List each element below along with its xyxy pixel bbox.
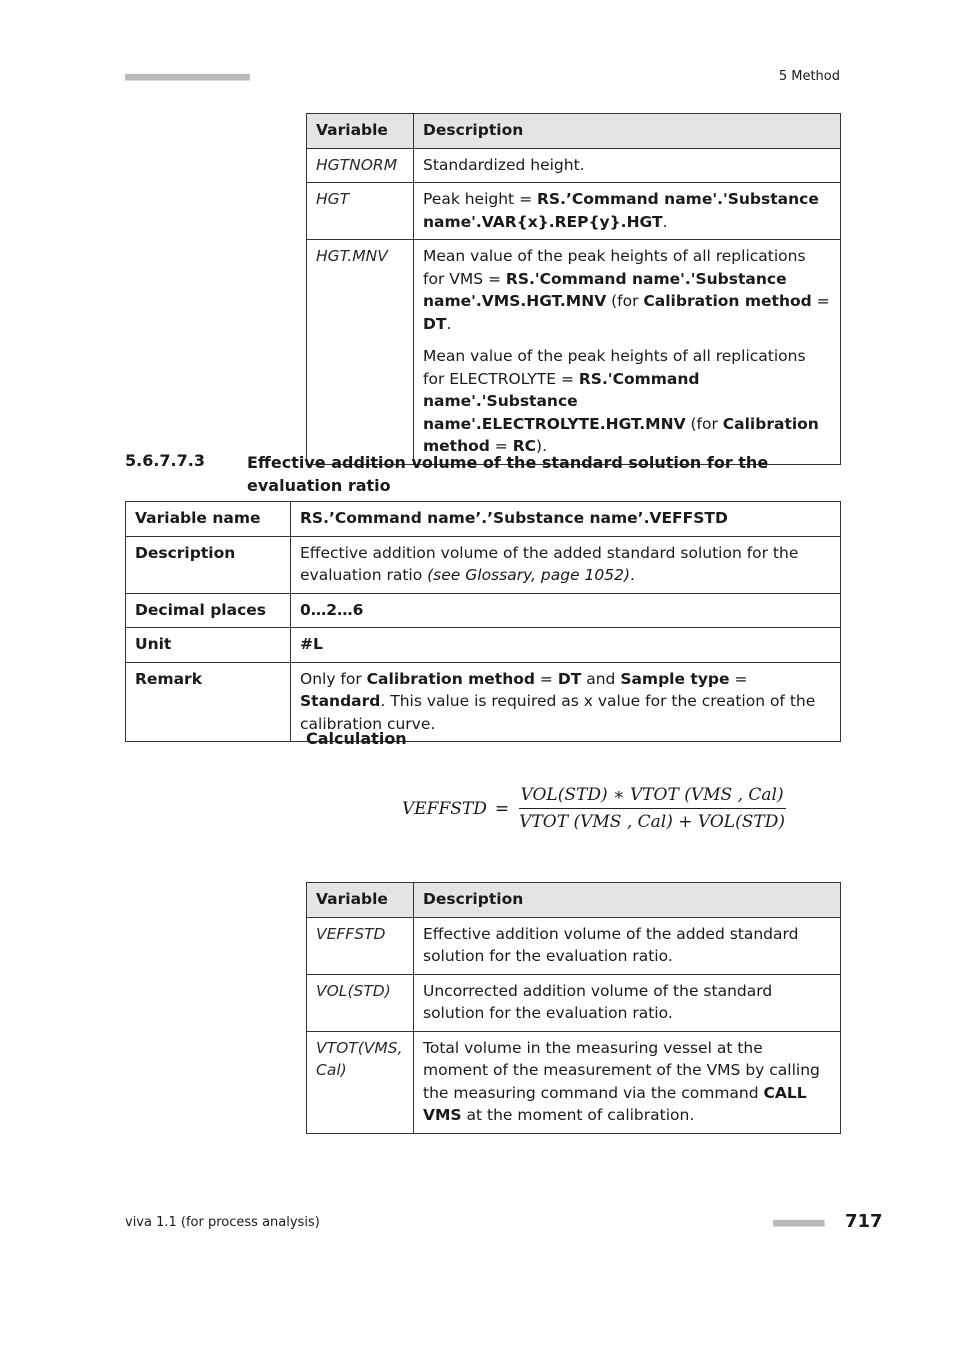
table-row — [126, 628, 841, 663]
label-cell: Decimal places — [126, 593, 291, 628]
description-cell: Effective addition volume of the added standard solution for the evaluation ratio. — [414, 917, 841, 974]
description-cell: Total volume in the measuring vessel at the moment of the measurement of the VMS by calling the measuring command via the command CALL VMS at the moment of calibration. — [414, 1031, 841, 1133]
variable-cell: HGT — [307, 183, 414, 240]
variable-cell: VEFFSTD — [307, 917, 414, 974]
formula-numerator: VOL(STD) ∗ VTOT (VMS , Cal) — [519, 785, 786, 809]
table-row — [126, 536, 841, 593]
formula-denominator: VTOT (VMS , Cal) + VOL(STD) — [519, 812, 785, 832]
table-row — [307, 148, 841, 183]
table-row — [126, 502, 841, 537]
formula-fraction — [517, 785, 787, 832]
variable-cell: VOL(STD) — [307, 974, 414, 1031]
table-row — [307, 917, 841, 974]
column-header-description: Description — [414, 883, 841, 918]
value-cell: Effective addition volume of the added standard solution for the evaluation ratio (see Glossary, page 1052). — [291, 536, 841, 593]
label-cell: Unit — [126, 628, 291, 663]
description-cell — [414, 240, 841, 465]
value-cell: Only for Calibration method = DT and Sample type = Standard. This value is required as x value for the creation of the calibration curve. — [291, 662, 841, 742]
calculation-heading: Calculation — [306, 729, 407, 748]
label-cell: Description — [126, 536, 291, 593]
description-cell: Standardized height. — [414, 148, 841, 183]
description-paragraph-vms: Mean value of the peak heights of all replications for VMS = RS.'Command name'.'Substance name'.VMS.HGT.MNV (for Calibration method = DT. — [423, 247, 830, 333]
formula-equals: = — [494, 798, 510, 819]
variables-table-height — [306, 113, 841, 465]
value-cell: RS.’Command name’.’Substance name’.VEFFSTD — [291, 502, 841, 537]
column-header-variable: Variable — [307, 883, 414, 918]
table-header-row — [307, 883, 841, 918]
glossary-reference[interactable]: (see Glossary, page 1052) — [427, 566, 631, 584]
table-header-row — [307, 114, 841, 149]
header-decoration: ■■■■■■■■■■■■■■■■■■■■■■ — [125, 70, 249, 83]
value-cell: 0…2…6 — [291, 593, 841, 628]
formula-lhs: VEFFSTD — [402, 798, 487, 819]
table-row — [126, 593, 841, 628]
footer-product-name: viva 1.1 (for process analysis) — [125, 1215, 320, 1230]
table-row — [307, 183, 841, 240]
column-header-variable: Variable — [307, 114, 414, 149]
page-number: 717 — [845, 1211, 883, 1232]
formula — [402, 785, 787, 832]
table-row — [307, 240, 841, 465]
column-header-description: Description — [414, 114, 841, 149]
description-cell: Uncorrected addition volume of the standard solution for the evaluation ratio. — [414, 974, 841, 1031]
variable-cell: HGTNORM — [307, 148, 414, 183]
table-row — [126, 662, 841, 742]
variable-definition-table — [125, 501, 841, 742]
label-cell: Remark — [126, 662, 291, 742]
label-cell: Variable name — [126, 502, 291, 537]
header-section-title: 5 Method — [778, 69, 840, 84]
section-title: Effective addition volume of the standard solution for the evaluation ratio — [247, 453, 769, 495]
table-row — [307, 974, 841, 1031]
variable-cell: VTOT(VMS, Cal) — [307, 1031, 414, 1133]
footer-decoration: ■■■■■■■■■ — [773, 1216, 824, 1229]
value-cell: #L — [291, 628, 841, 663]
table-row — [307, 1031, 841, 1133]
section-number: 5.6.7.7.3 — [125, 451, 205, 470]
description-paragraph-electrolyte: Mean value of the peak heights of all replications for ELECTROLYTE = RS.'Command name'.'Substance name'.ELECTROLYTE.HGT.MNV (for Calibration method = RC). — [423, 347, 819, 455]
variable-cell: HGT.MNV — [307, 240, 414, 465]
description-cell: Peak height = RS.’Command name'.'Substance name'.VAR{x}.REP{y}.HGT. — [414, 183, 841, 240]
variables-table-veffstd — [306, 882, 841, 1134]
